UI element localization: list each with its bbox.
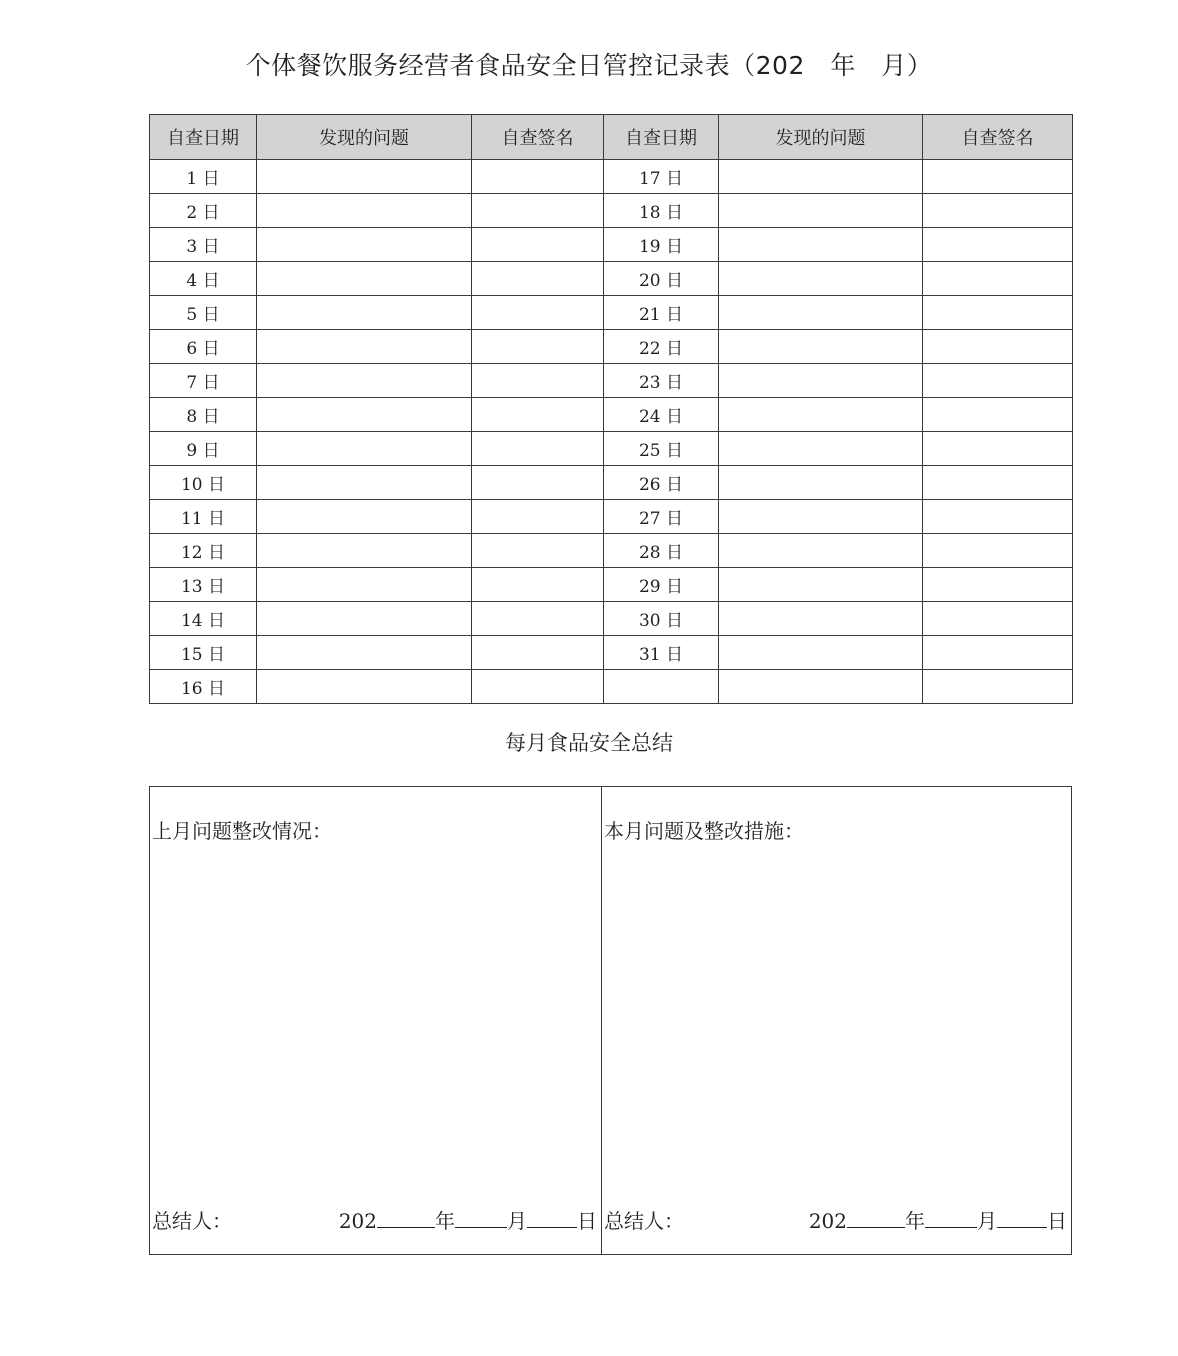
check-date-cell: 25 日 [604,432,719,466]
signature-cell[interactable] [923,296,1073,330]
check-date-cell: 15 日 [150,636,257,670]
check-date-cell: 3 日 [150,228,257,262]
signature-cell[interactable] [472,670,604,704]
issues-cell[interactable] [719,398,923,432]
check-date-cell: 27 日 [604,500,719,534]
check-date-cell: 7 日 [150,364,257,398]
issues-cell[interactable] [719,296,923,330]
signature-cell[interactable] [472,262,604,296]
signature-cell[interactable] [472,636,604,670]
check-date-cell: 2 日 [150,194,257,228]
signature-cell[interactable] [472,330,604,364]
check-date-cell: 31 日 [604,636,719,670]
table-body [150,160,1073,704]
check-date-cell: 26 日 [604,466,719,500]
check-date-cell: 14 日 [150,602,257,636]
table-row [150,500,1073,534]
issues-cell[interactable] [719,160,923,194]
monthly-summary-box [149,786,1072,1255]
signature-cell[interactable] [472,296,604,330]
issues-cell[interactable] [257,160,472,194]
signer-label: 总结人： [152,1209,232,1233]
signature-cell[interactable] [472,160,604,194]
issues-cell[interactable] [719,432,923,466]
signature-cell[interactable] [472,194,604,228]
month-blank[interactable] [925,1209,977,1228]
check-date-cell: 17 日 [604,160,719,194]
date-line [339,1205,597,1234]
issues-cell[interactable] [257,398,472,432]
check-date-cell: 29 日 [604,568,719,602]
table-row [150,330,1073,364]
issues-cell[interactable] [719,364,923,398]
issues-cell[interactable] [719,534,923,568]
issues-cell[interactable] [257,602,472,636]
signature-cell[interactable] [472,364,604,398]
issues-cell[interactable] [719,568,923,602]
day-char: 日 [577,1209,597,1233]
table-header-row [150,115,1073,160]
signature-cell[interactable] [923,636,1073,670]
year-blank[interactable] [377,1209,435,1228]
header-check-signature: 自查签名 [923,115,1073,160]
check-date-cell: 6 日 [150,330,257,364]
table-row [150,228,1073,262]
check-date-cell: 23 日 [604,364,719,398]
table-row [150,364,1073,398]
check-date-cell: 8 日 [150,398,257,432]
issues-cell[interactable] [257,432,472,466]
year-prefix: 202 [338,1209,377,1233]
issues-cell[interactable] [719,602,923,636]
table-row [150,432,1073,466]
check-date-cell: 24 日 [604,398,719,432]
check-date-cell: 20 日 [604,262,719,296]
day-blank[interactable] [527,1209,577,1228]
signature-cell[interactable] [923,194,1073,228]
check-date-cell: 11 日 [150,500,257,534]
month-char: 月 [977,1209,997,1233]
signature-cell[interactable] [472,466,604,500]
header-issues-found: 发现的问题 [719,115,923,160]
signature-cell[interactable] [923,568,1073,602]
issues-cell[interactable] [719,500,923,534]
last-month-label: 上月问题整改情况： [152,819,332,843]
signature-cell[interactable] [472,568,604,602]
issues-cell[interactable] [719,466,923,500]
check-date-cell: 10 日 [150,466,257,500]
issues-cell[interactable] [257,194,472,228]
check-date-cell: 16 日 [150,670,257,704]
year-char: 年 [435,1209,455,1233]
issues-cell[interactable] [257,636,472,670]
check-date-cell: 18 日 [604,194,719,228]
daily-check-table [149,114,1073,704]
signature-cell[interactable] [472,534,604,568]
check-date-cell: 28 日 [604,534,719,568]
issues-cell[interactable] [719,262,923,296]
check-date-cell: 4 日 [150,262,257,296]
signature-cell[interactable] [472,398,604,432]
signature-cell[interactable] [923,670,1073,704]
day-char: 日 [1047,1209,1067,1233]
signature-cell[interactable] [923,432,1073,466]
check-date-cell [604,670,719,704]
issues-cell[interactable] [257,262,472,296]
issues-cell[interactable] [257,500,472,534]
signature-cell[interactable] [923,160,1073,194]
issues-cell[interactable] [257,670,472,704]
signature-cell[interactable] [923,228,1073,262]
date-line [809,1205,1067,1234]
this-month-label: 本月问题及整改措施： [604,819,804,843]
issues-cell[interactable] [257,466,472,500]
signer-label: 总结人： [604,1209,684,1233]
signature-cell[interactable] [923,534,1073,568]
table-row [150,636,1073,670]
table-row [150,296,1073,330]
check-date-cell: 30 日 [604,602,719,636]
signature-cell[interactable] [923,262,1073,296]
table-row [150,534,1073,568]
issues-cell[interactable] [257,296,472,330]
issues-cell[interactable] [719,194,923,228]
month-char: 月 [507,1209,527,1233]
year-blank[interactable] [847,1209,905,1228]
table-row [150,670,1073,704]
check-date-cell: 1 日 [150,160,257,194]
check-date-cell: 19 日 [604,228,719,262]
check-date-cell: 13 日 [150,568,257,602]
table-row [150,194,1073,228]
summary-heading: 每月食品安全总结 [505,731,673,755]
check-date-cell: 9 日 [150,432,257,466]
table-row [150,398,1073,432]
check-date-cell: 21 日 [604,296,719,330]
issues-cell[interactable] [719,228,923,262]
day-blank[interactable] [997,1209,1047,1228]
table-row [150,466,1073,500]
header-check-date: 自查日期 [604,115,719,160]
month-blank[interactable] [455,1209,507,1228]
issues-cell[interactable] [257,228,472,262]
signature-cell[interactable] [923,398,1073,432]
signature-cell[interactable] [923,364,1073,398]
table-row [150,160,1073,194]
header-issues-found: 发现的问题 [257,115,472,160]
issues-cell[interactable] [257,330,472,364]
signature-cell[interactable] [923,466,1073,500]
signature-cell[interactable] [472,500,604,534]
signature-cell[interactable] [472,228,604,262]
check-date-cell: 5 日 [150,296,257,330]
signature-cell[interactable] [472,432,604,466]
this-month-section [602,787,1071,1254]
header-check-date: 自查日期 [150,115,257,160]
table-row [150,568,1073,602]
page-title: 个体餐饮服务经营者食品安全日管控记录表（202 年 月） [245,51,933,80]
check-date-cell: 12 日 [150,534,257,568]
signature-cell[interactable] [472,602,604,636]
header-check-signature: 自查签名 [472,115,604,160]
table-row [150,262,1073,296]
signature-cell[interactable] [923,500,1073,534]
year-prefix: 202 [808,1209,847,1233]
issues-cell[interactable] [257,568,472,602]
signature-cell[interactable] [923,602,1073,636]
issues-cell[interactable] [719,670,923,704]
issues-cell[interactable] [257,364,472,398]
issues-cell[interactable] [257,534,472,568]
check-date-cell: 22 日 [604,330,719,364]
issues-cell[interactable] [719,330,923,364]
last-month-section [150,787,602,1254]
table-row [150,602,1073,636]
year-char: 年 [905,1209,925,1233]
signature-cell[interactable] [923,330,1073,364]
issues-cell[interactable] [719,636,923,670]
